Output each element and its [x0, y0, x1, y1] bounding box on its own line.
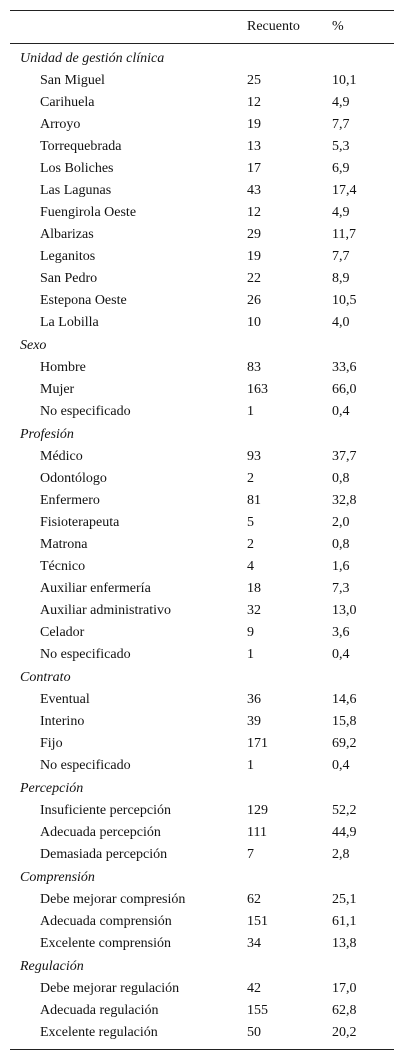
- row-percent: 0,8: [332, 471, 350, 486]
- section-heading: [10, 423, 394, 446]
- row-percent: 13,0: [332, 603, 357, 618]
- header-count: Recuento: [247, 19, 300, 34]
- row-label: La Lobilla: [40, 315, 99, 330]
- row-label: Técnico: [40, 559, 86, 574]
- table-row: [10, 622, 394, 644]
- row-count: 62: [247, 892, 261, 907]
- table-bottom-rule: [10, 1049, 394, 1050]
- row-label: Excelente regulación: [40, 1025, 158, 1040]
- row-count: 12: [247, 205, 261, 220]
- section-title: Regulación: [20, 959, 84, 974]
- table-row: [10, 755, 394, 777]
- row-percent: 0,4: [332, 647, 350, 662]
- row-count: 1: [247, 758, 254, 773]
- row-count: 2: [247, 537, 254, 552]
- row-label: Estepona Oeste: [40, 293, 127, 308]
- row-percent: 14,6: [332, 692, 357, 707]
- table-row: [10, 468, 394, 490]
- row-count: 50: [247, 1025, 261, 1040]
- row-label: Hombre: [40, 360, 86, 375]
- row-label: Adecuada regulación: [40, 1003, 159, 1018]
- row-count: 36: [247, 692, 261, 707]
- table-row: [10, 644, 394, 666]
- row-percent: 2,0: [332, 515, 350, 530]
- row-label: Debe mejorar regulación: [40, 981, 180, 996]
- table-row: [10, 512, 394, 534]
- data-table: [10, 10, 394, 1050]
- row-count: 129: [247, 803, 268, 818]
- table-row: [10, 92, 394, 114]
- row-percent: 7,3: [332, 581, 350, 596]
- table-row: [10, 822, 394, 844]
- section-title: Comprensión: [20, 870, 95, 885]
- table-row: [10, 711, 394, 733]
- table-row: [10, 224, 394, 246]
- row-label: Celador: [40, 625, 85, 640]
- row-count: 10: [247, 315, 261, 330]
- row-percent: 44,9: [332, 825, 357, 840]
- table-row: [10, 202, 394, 224]
- table-row: [10, 978, 394, 1000]
- table-row: [10, 114, 394, 136]
- row-count: 4: [247, 559, 254, 574]
- row-count: 151: [247, 914, 268, 929]
- row-count: 29: [247, 227, 261, 242]
- row-label: Carihuela: [40, 95, 95, 110]
- row-count: 5: [247, 515, 254, 530]
- table-row: [10, 158, 394, 180]
- row-percent: 7,7: [332, 249, 350, 264]
- section-heading: [10, 666, 394, 689]
- row-label: No especificado: [40, 647, 131, 662]
- row-count: 25: [247, 73, 261, 88]
- row-percent: 11,7: [332, 227, 356, 242]
- section-heading: [10, 334, 394, 357]
- row-count: 163: [247, 382, 268, 397]
- section-title: Profesión: [20, 427, 74, 442]
- row-label: Auxiliar enfermería: [40, 581, 151, 596]
- row-count: 83: [247, 360, 261, 375]
- table-row: [10, 933, 394, 955]
- table-row: [10, 180, 394, 202]
- row-label: Demasiada percepción: [40, 847, 168, 862]
- row-count: 1: [247, 647, 254, 662]
- row-percent: 10,1: [332, 73, 357, 88]
- row-count: 19: [247, 249, 261, 264]
- table-row: [10, 534, 394, 556]
- table-row: [10, 733, 394, 755]
- row-percent: 52,2: [332, 803, 357, 818]
- row-count: 111: [247, 825, 267, 840]
- row-count: 9: [247, 625, 254, 640]
- row-percent: 61,1: [332, 914, 357, 929]
- row-percent: 15,8: [332, 714, 357, 729]
- row-label: Enfermero: [40, 493, 100, 508]
- row-percent: 17,4: [332, 183, 357, 198]
- table-row: [10, 490, 394, 512]
- row-count: 17: [247, 161, 261, 176]
- table-row: [10, 401, 394, 423]
- row-percent: 5,3: [332, 139, 350, 154]
- table-row: [10, 844, 394, 866]
- table-row: [10, 689, 394, 711]
- row-count: 26: [247, 293, 261, 308]
- table-row: [10, 357, 394, 379]
- row-label: Fuengirola Oeste: [40, 205, 137, 220]
- table-row: [10, 911, 394, 933]
- row-label: Adecuada percepción: [40, 825, 161, 840]
- row-percent: 4,0: [332, 315, 350, 330]
- row-label: Odontólogo: [40, 471, 107, 486]
- row-percent: 10,5: [332, 293, 357, 308]
- row-count: 18: [247, 581, 261, 596]
- row-label: No especificado: [40, 404, 131, 419]
- row-percent: 0,4: [332, 404, 350, 419]
- row-percent: 6,9: [332, 161, 350, 176]
- row-label: Fisioterapeuta: [40, 515, 120, 530]
- row-percent: 0,8: [332, 537, 350, 552]
- row-label: Debe mejorar compresión: [40, 892, 186, 907]
- row-count: 22: [247, 271, 261, 286]
- row-label: Adecuada comprensión: [40, 914, 172, 929]
- section-title: Contrato: [20, 670, 71, 685]
- row-percent: 3,6: [332, 625, 350, 640]
- row-percent: 7,7: [332, 117, 350, 132]
- table-row: [10, 578, 394, 600]
- table-row: [10, 268, 394, 290]
- row-percent: 66,0: [332, 382, 357, 397]
- row-count: 1: [247, 404, 254, 419]
- section-heading: [10, 955, 394, 978]
- row-percent: 4,9: [332, 205, 350, 220]
- section-title: Sexo: [20, 338, 47, 353]
- row-percent: 4,9: [332, 95, 350, 110]
- row-count: 42: [247, 981, 261, 996]
- table-row: [10, 1000, 394, 1022]
- row-count: 32: [247, 603, 261, 618]
- table-row: [10, 1022, 394, 1044]
- row-count: 93: [247, 449, 261, 464]
- row-percent: 69,2: [332, 736, 357, 751]
- table-row: [10, 136, 394, 158]
- row-count: 19: [247, 117, 261, 132]
- table-row: [10, 446, 394, 468]
- row-percent: 25,1: [332, 892, 357, 907]
- row-percent: 20,2: [332, 1025, 357, 1040]
- row-percent: 33,6: [332, 360, 357, 375]
- row-label: Auxiliar administrativo: [40, 603, 172, 618]
- table-row: [10, 600, 394, 622]
- row-label: Torrequebrada: [40, 139, 122, 154]
- table-row: [10, 889, 394, 911]
- row-percent: 62,8: [332, 1003, 357, 1018]
- row-count: 171: [247, 736, 268, 751]
- row-label: Excelente comprensión: [40, 936, 172, 951]
- row-label: San Pedro: [40, 271, 98, 286]
- table-row: [10, 246, 394, 268]
- row-percent: 2,8: [332, 847, 350, 862]
- row-count: 13: [247, 139, 261, 154]
- row-label: San Miguel: [40, 73, 105, 88]
- row-label: Las Lagunas: [40, 183, 112, 198]
- row-label: Los Boliches: [40, 161, 114, 176]
- row-label: Eventual: [40, 692, 90, 707]
- row-label: No especificado: [40, 758, 131, 773]
- section-title: Percepción: [20, 781, 84, 796]
- row-count: 2: [247, 471, 254, 486]
- table-row: [10, 556, 394, 578]
- row-count: 39: [247, 714, 261, 729]
- row-label: Médico: [40, 449, 83, 464]
- section-heading: [10, 866, 394, 889]
- row-percent: 37,7: [332, 449, 357, 464]
- table-body: [10, 44, 394, 1049]
- section-heading: [10, 777, 394, 800]
- row-label: Insuficiente percepción: [40, 803, 171, 818]
- header-percent: %: [332, 19, 344, 34]
- table-row: [10, 312, 394, 334]
- row-percent: 13,8: [332, 936, 357, 951]
- row-label: Mujer: [40, 382, 75, 397]
- row-percent: 17,0: [332, 981, 357, 996]
- table-row: [10, 379, 394, 401]
- table-header: [10, 11, 394, 43]
- row-count: 81: [247, 493, 261, 508]
- row-count: 7: [247, 847, 254, 862]
- row-label: Fijo: [40, 736, 63, 751]
- section-heading: [10, 47, 394, 70]
- row-percent: 1,6: [332, 559, 350, 574]
- table-row: [10, 70, 394, 92]
- row-label: Albarizas: [40, 227, 94, 242]
- row-percent: 0,4: [332, 758, 350, 773]
- table-row: [10, 800, 394, 822]
- row-count: 155: [247, 1003, 268, 1018]
- row-label: Arroyo: [40, 117, 81, 132]
- row-label: Leganitos: [40, 249, 96, 264]
- row-percent: 8,9: [332, 271, 350, 286]
- row-count: 12: [247, 95, 261, 110]
- section-title: Unidad de gestión clínica: [20, 51, 165, 66]
- row-percent: 32,8: [332, 493, 357, 508]
- table-row: [10, 290, 394, 312]
- row-count: 34: [247, 936, 261, 951]
- row-count: 43: [247, 183, 261, 198]
- row-label: Matrona: [40, 537, 88, 552]
- row-label: Interino: [40, 714, 85, 729]
